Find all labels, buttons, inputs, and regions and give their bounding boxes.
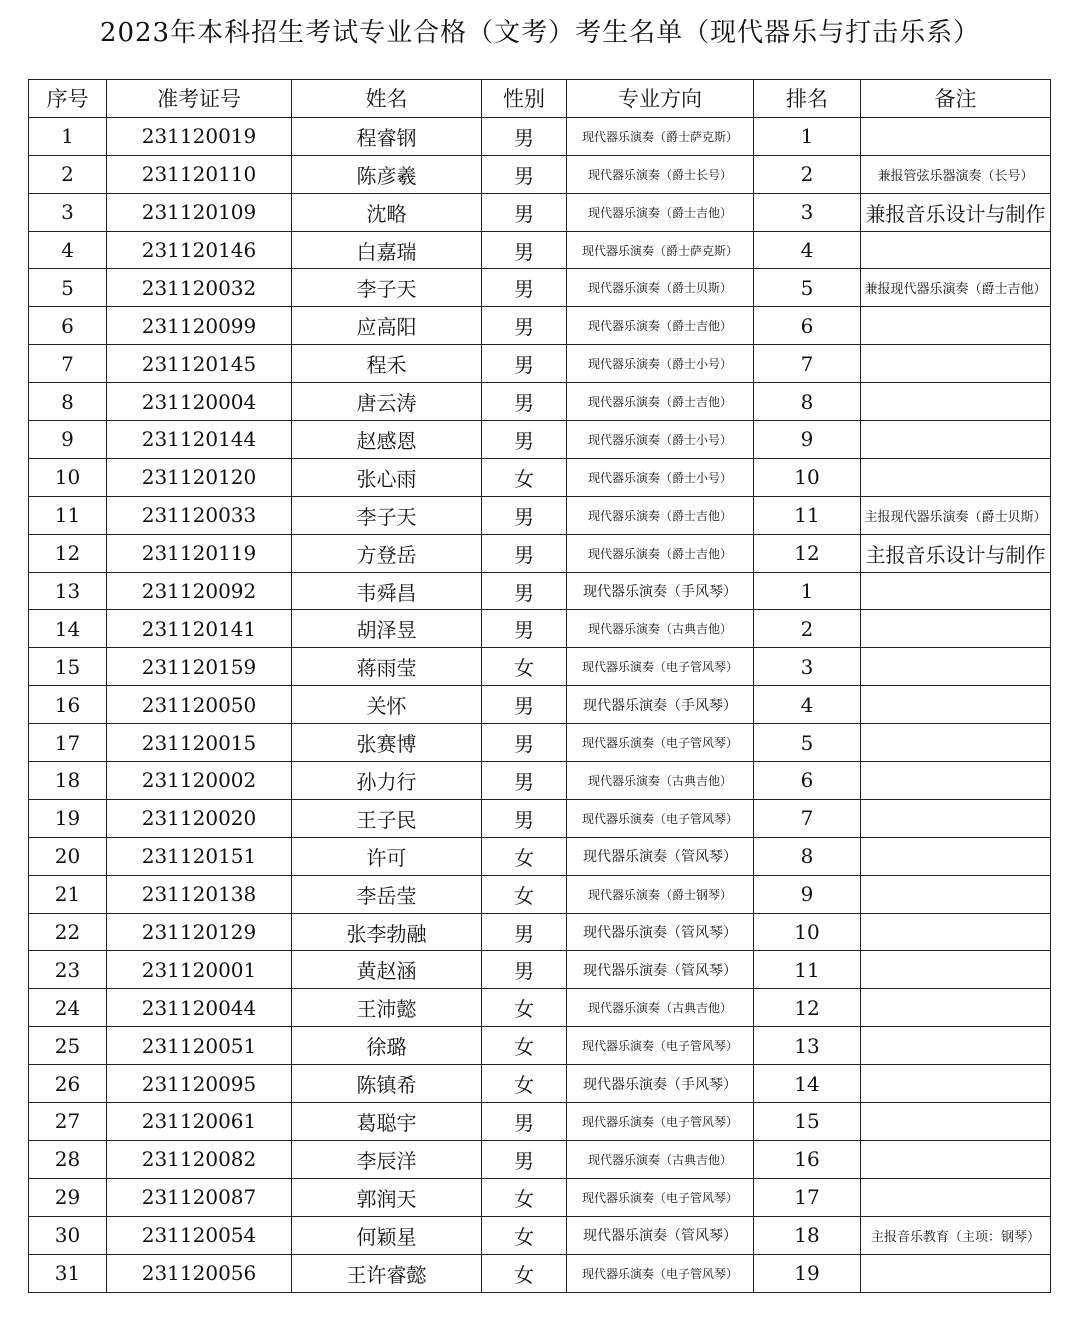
table-row (29, 989, 1051, 1027)
cell-gender: 男 (482, 269, 567, 307)
cell-gender: 男 (482, 724, 567, 762)
cell-gender: 男 (482, 307, 567, 345)
cell-gender: 男 (482, 762, 567, 800)
cell-no: 30 (29, 1216, 107, 1254)
cell-name: 葛聪宇 (292, 1103, 482, 1141)
cell-direction: 现代器乐演奏（管风琴） (567, 1216, 754, 1254)
table-row (29, 496, 1051, 534)
cell-name: 张心雨 (292, 458, 482, 496)
cell-gender: 女 (482, 875, 567, 913)
table-row (29, 1254, 1051, 1292)
cell-gender: 女 (482, 648, 567, 686)
cell-no: 31 (29, 1254, 107, 1292)
cell-note (861, 724, 1051, 762)
cell-direction: 现代器乐演奏（爵士小号） (567, 345, 754, 383)
cell-direction: 现代器乐演奏（爵士贝斯） (567, 269, 754, 307)
cell-rank: 4 (754, 231, 861, 269)
cell-direction: 现代器乐演奏（爵士萨克斯） (567, 117, 754, 155)
cell-note: 兼报音乐设计与制作 (861, 193, 1051, 231)
cell-rank: 17 (754, 1178, 861, 1216)
cell-name: 王许睿懿 (292, 1254, 482, 1292)
candidate-table (28, 79, 1051, 1293)
cell-gender: 男 (482, 117, 567, 155)
cell-direction: 现代器乐演奏（爵士吉他） (567, 534, 754, 572)
table-row (29, 1216, 1051, 1254)
header-exam-id: 准考证号 (107, 80, 292, 118)
cell-direction: 现代器乐演奏（电子管风琴） (567, 1254, 754, 1292)
cell-exam-id: 231120119 (107, 534, 292, 572)
cell-no: 9 (29, 421, 107, 459)
cell-rank: 9 (754, 421, 861, 459)
cell-direction: 现代器乐演奏（爵士吉他） (567, 193, 754, 231)
cell-gender: 女 (482, 1178, 567, 1216)
cell-note (861, 421, 1051, 459)
cell-name: 黄赵涵 (292, 951, 482, 989)
cell-gender: 女 (482, 989, 567, 1027)
cell-exam-id: 231120141 (107, 610, 292, 648)
cell-no: 6 (29, 307, 107, 345)
cell-direction: 现代器乐演奏（古典吉他） (567, 1140, 754, 1178)
cell-name: 程禾 (292, 345, 482, 383)
cell-name: 李岳莹 (292, 875, 482, 913)
cell-rank: 2 (754, 610, 861, 648)
cell-direction: 现代器乐演奏（爵士吉他） (567, 383, 754, 421)
cell-direction: 现代器乐演奏（管风琴） (567, 837, 754, 875)
cell-rank: 11 (754, 496, 861, 534)
cell-rank: 19 (754, 1254, 861, 1292)
cell-exam-id: 231120095 (107, 1065, 292, 1103)
cell-note: 兼报管弦乐器演奏（长号） (861, 155, 1051, 193)
cell-note: 主报现代器乐演奏（爵士贝斯） (861, 496, 1051, 534)
cell-gender: 女 (482, 458, 567, 496)
cell-direction: 现代器乐演奏（手风琴） (567, 1065, 754, 1103)
cell-direction: 现代器乐演奏（管风琴） (567, 913, 754, 951)
cell-no: 16 (29, 686, 107, 724)
cell-name: 王沛懿 (292, 989, 482, 1027)
cell-name: 徐璐 (292, 1027, 482, 1065)
cell-rank: 4 (754, 686, 861, 724)
cell-note (861, 572, 1051, 610)
cell-rank: 7 (754, 799, 861, 837)
cell-name: 何颖星 (292, 1216, 482, 1254)
cell-note: 主报音乐设计与制作 (861, 534, 1051, 572)
cell-name: 李辰洋 (292, 1140, 482, 1178)
cell-no: 27 (29, 1103, 107, 1141)
table-row (29, 345, 1051, 383)
cell-name: 赵感恩 (292, 421, 482, 459)
cell-direction: 现代器乐演奏（爵士萨克斯） (567, 231, 754, 269)
cell-gender: 女 (482, 1216, 567, 1254)
cell-gender: 男 (482, 496, 567, 534)
cell-name: 张李勃融 (292, 913, 482, 951)
cell-rank: 6 (754, 307, 861, 345)
table-row (29, 913, 1051, 951)
cell-rank: 3 (754, 648, 861, 686)
cell-note (861, 913, 1051, 951)
table-row (29, 610, 1051, 648)
table-row (29, 155, 1051, 193)
cell-rank: 15 (754, 1103, 861, 1141)
cell-name: 白嘉瑞 (292, 231, 482, 269)
cell-rank: 13 (754, 1027, 861, 1065)
cell-no: 23 (29, 951, 107, 989)
table-row (29, 762, 1051, 800)
cell-exam-id: 231120001 (107, 951, 292, 989)
cell-no: 26 (29, 1065, 107, 1103)
cell-exam-id: 231120032 (107, 269, 292, 307)
cell-rank: 8 (754, 837, 861, 875)
cell-no: 3 (29, 193, 107, 231)
cell-direction: 现代器乐演奏（古典吉他） (567, 989, 754, 1027)
cell-rank: 2 (754, 155, 861, 193)
cell-name: 唐云涛 (292, 383, 482, 421)
header-row (29, 80, 1051, 118)
table-row (29, 231, 1051, 269)
cell-exam-id: 231120110 (107, 155, 292, 193)
cell-rank: 9 (754, 875, 861, 913)
cell-exam-id: 231120033 (107, 496, 292, 534)
cell-gender: 男 (482, 345, 567, 383)
cell-exam-id: 231120092 (107, 572, 292, 610)
table-row (29, 1103, 1051, 1141)
cell-gender: 男 (482, 799, 567, 837)
cell-no: 8 (29, 383, 107, 421)
cell-rank: 12 (754, 534, 861, 572)
table-row (29, 648, 1051, 686)
cell-gender: 男 (482, 534, 567, 572)
table-row (29, 799, 1051, 837)
cell-exam-id: 231120051 (107, 1027, 292, 1065)
cell-note: 兼报现代器乐演奏（爵士吉他） (861, 269, 1051, 307)
cell-exam-id: 231120050 (107, 686, 292, 724)
cell-gender: 女 (482, 837, 567, 875)
cell-no: 29 (29, 1178, 107, 1216)
cell-direction: 现代器乐演奏（爵士吉他） (567, 307, 754, 345)
cell-gender: 男 (482, 421, 567, 459)
cell-rank: 5 (754, 724, 861, 762)
cell-direction: 现代器乐演奏（爵士长号） (567, 155, 754, 193)
table-row (29, 1027, 1051, 1065)
cell-rank: 6 (754, 762, 861, 800)
cell-note (861, 1140, 1051, 1178)
cell-note (861, 762, 1051, 800)
cell-name: 张赛博 (292, 724, 482, 762)
cell-note: 主报音乐教育（主项：钢琴） (861, 1216, 1051, 1254)
cell-gender: 男 (482, 383, 567, 421)
cell-rank: 18 (754, 1216, 861, 1254)
cell-rank: 7 (754, 345, 861, 383)
header-no: 序号 (29, 80, 107, 118)
table-row (29, 875, 1051, 913)
header-name: 姓名 (292, 80, 482, 118)
cell-note (861, 875, 1051, 913)
table-row (29, 1065, 1051, 1103)
cell-note (861, 951, 1051, 989)
cell-note (861, 383, 1051, 421)
cell-name: 应高阳 (292, 307, 482, 345)
cell-note (861, 1178, 1051, 1216)
cell-gender: 男 (482, 686, 567, 724)
cell-gender: 男 (482, 155, 567, 193)
cell-gender: 女 (482, 1065, 567, 1103)
cell-no: 12 (29, 534, 107, 572)
cell-rank: 14 (754, 1065, 861, 1103)
cell-no: 20 (29, 837, 107, 875)
cell-rank: 12 (754, 989, 861, 1027)
cell-exam-id: 231120015 (107, 724, 292, 762)
table-row (29, 1140, 1051, 1178)
cell-no: 25 (29, 1027, 107, 1065)
cell-rank: 16 (754, 1140, 861, 1178)
cell-rank: 11 (754, 951, 861, 989)
table-row (29, 837, 1051, 875)
cell-no: 5 (29, 269, 107, 307)
cell-direction: 现代器乐演奏（电子管风琴） (567, 799, 754, 837)
cell-gender: 男 (482, 572, 567, 610)
cell-no: 17 (29, 724, 107, 762)
cell-note (861, 989, 1051, 1027)
cell-name: 方登岳 (292, 534, 482, 572)
cell-gender: 男 (482, 951, 567, 989)
table-row (29, 724, 1051, 762)
cell-note (861, 231, 1051, 269)
cell-direction: 现代器乐演奏（电子管风琴） (567, 1103, 754, 1141)
page-title: 2023年本科招生考试专业合格（文考）考生名单（现代器乐与打击乐系） (99, 18, 981, 48)
cell-exam-id: 231120146 (107, 231, 292, 269)
table-row (29, 193, 1051, 231)
table-row (29, 117, 1051, 155)
cell-name: 郭润天 (292, 1178, 482, 1216)
cell-name: 胡泽昱 (292, 610, 482, 648)
cell-no: 28 (29, 1140, 107, 1178)
cell-exam-id: 231120129 (107, 913, 292, 951)
table-row (29, 951, 1051, 989)
cell-no: 1 (29, 117, 107, 155)
cell-direction: 现代器乐演奏（管风琴） (567, 951, 754, 989)
cell-exam-id: 231120138 (107, 875, 292, 913)
cell-exam-id: 231120144 (107, 421, 292, 459)
cell-rank: 10 (754, 913, 861, 951)
cell-note (861, 648, 1051, 686)
cell-no: 15 (29, 648, 107, 686)
cell-note (861, 799, 1051, 837)
cell-direction: 现代器乐演奏（手风琴） (567, 686, 754, 724)
cell-rank: 8 (754, 383, 861, 421)
cell-no: 10 (29, 458, 107, 496)
header-gender: 性别 (482, 80, 567, 118)
cell-name: 韦舜昌 (292, 572, 482, 610)
table-row (29, 572, 1051, 610)
cell-no: 13 (29, 572, 107, 610)
header-direction: 专业方向 (567, 80, 754, 118)
cell-exam-id: 231120002 (107, 762, 292, 800)
cell-note (861, 837, 1051, 875)
table-row (29, 269, 1051, 307)
cell-name: 李子天 (292, 269, 482, 307)
cell-note (861, 458, 1051, 496)
cell-gender: 女 (482, 1254, 567, 1292)
table-row (29, 307, 1051, 345)
cell-direction: 现代器乐演奏（爵士钢琴） (567, 875, 754, 913)
cell-name: 关怀 (292, 686, 482, 724)
cell-note (861, 1027, 1051, 1065)
cell-name: 程睿钢 (292, 117, 482, 155)
cell-no: 7 (29, 345, 107, 383)
cell-no: 14 (29, 610, 107, 648)
cell-name: 许可 (292, 837, 482, 875)
cell-no: 19 (29, 799, 107, 837)
cell-exam-id: 231120120 (107, 458, 292, 496)
cell-rank: 3 (754, 193, 861, 231)
cell-note (861, 1254, 1051, 1292)
cell-rank: 5 (754, 269, 861, 307)
cell-gender: 男 (482, 231, 567, 269)
cell-rank: 10 (754, 458, 861, 496)
table-row (29, 1178, 1051, 1216)
cell-note (861, 345, 1051, 383)
cell-gender: 女 (482, 1027, 567, 1065)
header-note: 备注 (861, 80, 1051, 118)
cell-note (861, 1103, 1051, 1141)
cell-gender: 男 (482, 1140, 567, 1178)
cell-exam-id: 231120020 (107, 799, 292, 837)
cell-rank: 1 (754, 117, 861, 155)
cell-exam-id: 231120019 (107, 117, 292, 155)
cell-direction: 现代器乐演奏（爵士小号） (567, 458, 754, 496)
cell-no: 22 (29, 913, 107, 951)
cell-no: 2 (29, 155, 107, 193)
cell-exam-id: 231120054 (107, 1216, 292, 1254)
cell-name: 王子民 (292, 799, 482, 837)
cell-direction: 现代器乐演奏（电子管风琴） (567, 724, 754, 762)
table-row (29, 383, 1051, 421)
cell-exam-id: 231120004 (107, 383, 292, 421)
table-row (29, 534, 1051, 572)
cell-direction: 现代器乐演奏（电子管风琴） (567, 1027, 754, 1065)
cell-name: 陈镇希 (292, 1065, 482, 1103)
cell-exam-id: 231120159 (107, 648, 292, 686)
cell-direction: 现代器乐演奏（爵士小号） (567, 421, 754, 459)
cell-exam-id: 231120099 (107, 307, 292, 345)
cell-direction: 现代器乐演奏（古典吉他） (567, 762, 754, 800)
cell-no: 21 (29, 875, 107, 913)
cell-name: 沈略 (292, 193, 482, 231)
cell-exam-id: 231120151 (107, 837, 292, 875)
cell-direction: 现代器乐演奏（爵士吉他） (567, 496, 754, 534)
table-row (29, 686, 1051, 724)
cell-no: 24 (29, 989, 107, 1027)
cell-exam-id: 231120087 (107, 1178, 292, 1216)
cell-exam-id: 231120109 (107, 193, 292, 231)
cell-no: 4 (29, 231, 107, 269)
cell-gender: 男 (482, 913, 567, 951)
cell-direction: 现代器乐演奏（手风琴） (567, 572, 754, 610)
cell-exam-id: 231120082 (107, 1140, 292, 1178)
cell-rank: 1 (754, 572, 861, 610)
cell-direction: 现代器乐演奏（电子管风琴） (567, 1178, 754, 1216)
cell-direction: 现代器乐演奏（电子管风琴） (567, 648, 754, 686)
cell-note (861, 117, 1051, 155)
cell-note (861, 1065, 1051, 1103)
cell-gender: 男 (482, 193, 567, 231)
cell-exam-id: 231120044 (107, 989, 292, 1027)
cell-name: 孙力行 (292, 762, 482, 800)
header-rank: 排名 (754, 80, 861, 118)
cell-note (861, 686, 1051, 724)
cell-name: 李子天 (292, 496, 482, 534)
cell-exam-id: 231120056 (107, 1254, 292, 1292)
cell-exam-id: 231120145 (107, 345, 292, 383)
cell-no: 18 (29, 762, 107, 800)
cell-direction: 现代器乐演奏（古典吉他） (567, 610, 754, 648)
cell-note (861, 307, 1051, 345)
cell-gender: 男 (482, 1103, 567, 1141)
table-row (29, 421, 1051, 459)
table-row (29, 458, 1051, 496)
cell-no: 11 (29, 496, 107, 534)
cell-name: 陈彦羲 (292, 155, 482, 193)
cell-gender: 男 (482, 610, 567, 648)
cell-note (861, 610, 1051, 648)
cell-exam-id: 231120061 (107, 1103, 292, 1141)
cell-name: 蒋雨莹 (292, 648, 482, 686)
